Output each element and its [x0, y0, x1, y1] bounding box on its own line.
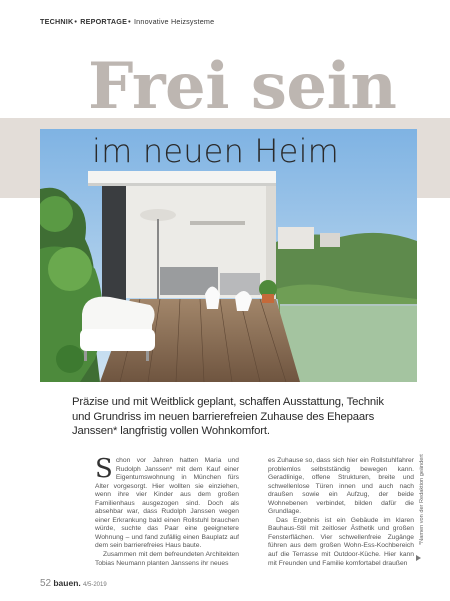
headline-subline: im neuen Heim	[92, 132, 340, 170]
header-bullet-2: •	[128, 17, 131, 26]
page-footer	[40, 578, 107, 589]
magazine-name: bauen.	[53, 578, 81, 588]
headline: Frei sein	[88, 49, 397, 124]
body-paragraph-1: chon vor Jahren hatten Maria und Rudolph Janssen* mit dem Kauf einer Eigentumswohnung in München fürs Alter vorgesorgt. Hier wollten sie einziehen, wenn ihre vier Kinder aus dem großen Familienhaus ausgezogen sind. Doch als absehbar war, dass Rudolph Janssen wegen einer Erkrankung bald einen Rollstuhl brauchen würde, suchte das Paar eine geeignetere Wohnung – und fand zufällig einen Bauplatz auf dem sein barrierefreies Haus baute.	[95, 457, 239, 550]
topic-label: Innovative Heizsysteme	[133, 17, 215, 26]
section-label: TECHNIK	[40, 17, 74, 26]
continue-arrow-icon	[416, 555, 421, 561]
text-column-2	[268, 457, 414, 568]
text-column-1	[95, 454, 239, 568]
drop-cap: S	[95, 454, 113, 484]
section-header	[40, 17, 214, 26]
issue-number: 4/5-2019	[83, 582, 107, 588]
page-number: 52	[40, 578, 52, 589]
header-bullet: •	[74, 17, 78, 26]
body-paragraph-2: Zusammen mit dem befreundeten Architekten Tobias Neumann planten Janssens ihr neues	[95, 551, 239, 567]
lead-paragraph: Präzise und mit Weitblick geplant, schaffen Ausstattung, Technik und Grundriss im neuen barrierefreien Zuhause des Ehepaars Janssen* langfristig vollen Wohnkomfort.	[72, 396, 384, 438]
category-label: REPORTAGE	[80, 17, 128, 26]
footnote-vertical: *Namen von der Redaktion geändert	[419, 454, 425, 545]
body-paragraph-4: Das Ergebnis ist ein Gebäude im klaren Bauhaus-Stil mit zeitloser Ästhetik und großen Fensterflächen. Vier schwellenfreie Zugänge führen aus dem großen Wohn-Ess-Kochbereich auf die Terrasse mit Outdoor-Küche. Hier kann mit Freunden und Familie komfortabel draußen	[268, 516, 414, 567]
body-paragraph-3: es Zuhause so, dass sich hier ein Rollstuhlfahrer problemlos selbstständig bewegen kann. Geradlinige, offene Strukturen, breite und schwellenlose Türen innen und auch nach draußen sowie ein Aufzug, der beide Wohnebenen verbindet, bilden dafür die Grundlage.	[268, 457, 414, 516]
